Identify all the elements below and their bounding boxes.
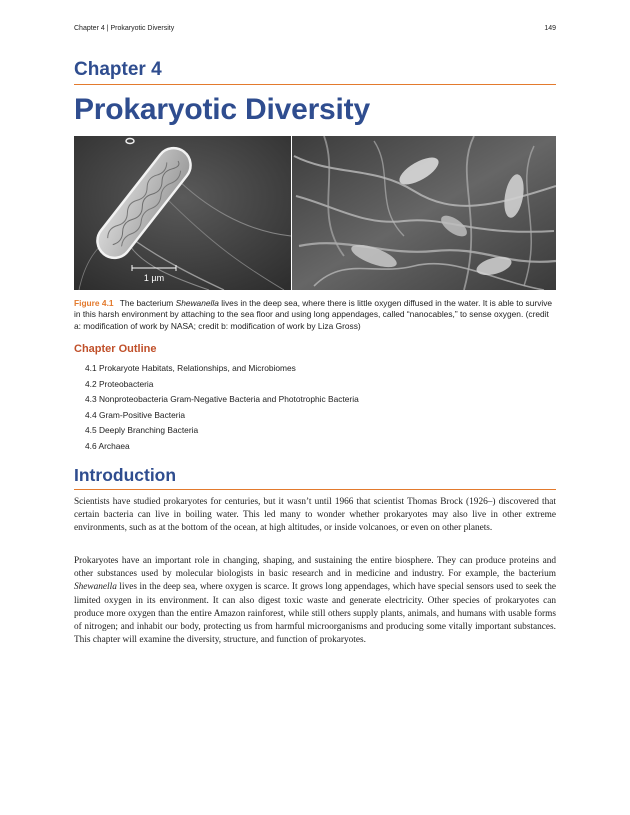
intro-paragraph-2-start: Prokaryotes have an important role in changing, shaping, and sustaining the entire biosphere. They can produce proteins and other substances used by molecular biologists in basic research and in medicine and industry. For example, the bacterium: [74, 556, 556, 580]
outline-item: 4.3 Nonproteobacteria Gram-Negative Bacteria and Phototrophic Bacteria: [85, 394, 359, 405]
figure-4-1: [74, 136, 556, 290]
figure-label: Figure 4.1: [74, 298, 114, 308]
running-header: [74, 25, 556, 37]
caption-text-end: lives in the deep sea, where there is little oxygen diffused in the water. It is able to survive in this harsh environment by attaching to the sea floor and using long appendages, called “nanocables,” to sense oxygen. (credit a: modification of work by NASA; credit b: modification of work by Liza Gross): [74, 298, 553, 331]
outline-item: 4.4 Gram-Positive Bacteria: [85, 409, 186, 420]
introduction-heading: Introduction: [74, 465, 556, 490]
caption-species-name: Shewanella: [175, 298, 219, 308]
figure-caption: [74, 298, 556, 332]
scale-bar-label: 1 µm: [143, 273, 165, 283]
chapter-outline-list: [85, 363, 359, 457]
intro-paragraph-2-end: lives in the deep sea, where oxygen is scarce. It grows long appendages, which have special sensors used to seek the limited oxygen in its environment. It can also digest toxic waste and generate electricity. Other species of prokaryotes can produce more oxygen than the entire Amazon rainforest, while still others supply plants, animals, and humans with usable forms of nitrogen; and inhabit our body, protecting us from harmful microorganisms and producing some vitally important substances. This chapter will examine the diversity, structure, and function of prokaryotes.: [74, 582, 556, 646]
chapter-label: Chapter 4: [74, 59, 556, 85]
running-header-chapter: Chapter 4 | Prokaryotic Diversity: [74, 25, 175, 32]
page-number: 149: [544, 25, 556, 32]
nanocables-micrograph: [292, 136, 556, 290]
outline-item: 4.6 Archaea: [85, 440, 130, 451]
outline-item: 4.1 Prokaryote Habitats, Relationships, and Microbiomes: [85, 363, 296, 373]
intro-paragraph-1: Scientists have studied prokaryotes for centuries, but it wasn’t until 1966 that scientist Thomas Brock (1926–) discovered that certain bacteria can live in boiling water. This led many to wonder whether prokaryotes may also live in other extreme environments, such as at the bottom of the ocean, at high altitudes, or inside volcanoes, or even on other planets.: [74, 497, 556, 534]
outline-item: 4.2 Proteobacteria: [85, 378, 154, 389]
caption-text-start: The bacterium: [119, 298, 176, 308]
chapter-title: Prokaryotic Diversity: [74, 93, 370, 126]
outline-item: 4.5 Deeply Branching Bacteria: [85, 425, 199, 436]
chapter-outline-heading: Chapter Outline: [74, 343, 157, 355]
bacterium-micrograph: [74, 136, 291, 290]
intro-paragraph-2: [74, 555, 556, 647]
intro-species-name: Shewanella: [74, 582, 117, 593]
